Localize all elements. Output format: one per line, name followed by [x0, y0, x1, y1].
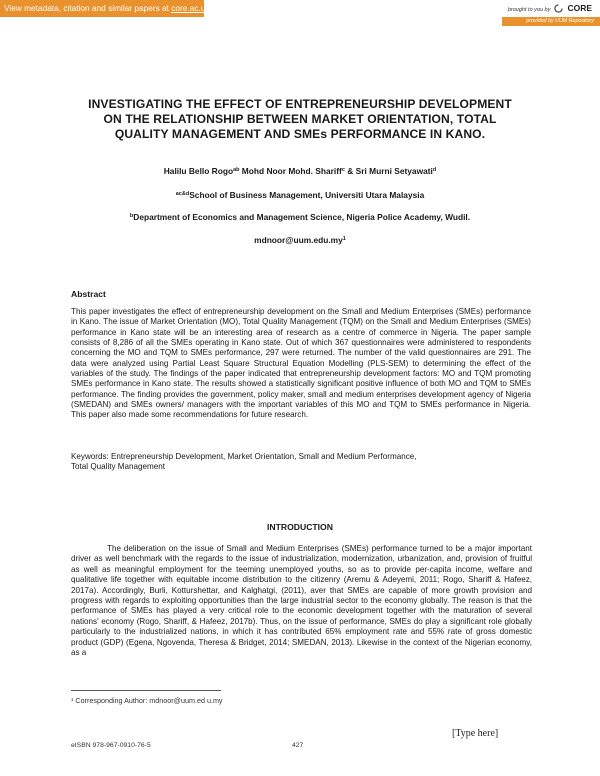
introduction-body: The deliberation on the issue of Small and Medium Enterprises (SMEs) performance turned to be a major important driver as well benchmark with the regards to the issue of industrialization, modernization, urbanization, and, provision of fruitful as well as meaningful employment for the teeming unemployed youths, so as to provide per-capita income, welfare and qualitative life together with equitable income distribution to the citizenry (Aremu & Adeyemi, 2011; Rogo, Shariff & Hafeez, 2017a). Accordingly, Burli, Kotturshettar, and Kalghatgi, (2011), aver that SMEs are capable of more growth provision and progress with regards to exploiting opportunities than the large industrial sector to the economy globally. The reason is that the performance of SMEs has played a very critical role to the economic development together with the maturation of several nations' economy (Rogo, Shariff, & Hafeez, 2017b). Thus, on the issue of performance, SMEs do play a significant role globally particularly to the industrialized nations, in which it has contributed 65% employment rate and 55% rate of gross domestic product (GDP) (Egena, Ngovenda, Theresa & Bridget, 2014; SMEDAN, 2013). Likewise in the context of the Nigerian economy, as a [71, 544, 532, 658]
introduction-heading: INTRODUCTION [267, 522, 333, 532]
core-logo-text: CORE [567, 3, 592, 13]
affiliation-2-sup: b [129, 213, 134, 219]
author-1-sup: ab [233, 167, 240, 173]
affiliation-2-text: Department of Economics and Management Science, Nigeria Police Academy, Wudil. [133, 212, 471, 222]
brought-by-text: brought to you by [507, 7, 551, 13]
author-2-sup: c [341, 167, 345, 173]
affiliation-1-sup: ac&d [175, 191, 190, 197]
email-sup: 1 [342, 236, 346, 242]
core-link[interactable]: core.ac.uk [171, 3, 210, 13]
provided-by-banner[interactable]: provided by UUM Repository [502, 17, 600, 26]
type-here-placeholder: [Type here] [452, 728, 499, 739]
keywords [71, 452, 531, 473]
page-number: 427 [292, 742, 304, 749]
affiliation-1 [60, 190, 540, 200]
author-1: Halilu Bello Rogo [163, 166, 234, 176]
corresponding-email [60, 235, 540, 245]
paper-title: INVESTIGATING THE EFFECT OF ENTREPRENEURSHIP DEVELOPMENT ON THE RELATIONSHIP BETWEEN MARKET ORIENTATION, TOTAL QUALITY MANAGEMENT AND SMEs PERFORMANCE IN KANO. [88, 97, 512, 141]
isbn: eISBN 978-967-0910-76-5 [71, 742, 151, 749]
core-header-bar [0, 0, 600, 24]
affiliation-1-text: School of Business Management, Universiti Utara Malaysia [189, 190, 425, 200]
author-2: Mohd Noor Mohd. Shariff [239, 166, 342, 176]
keywords-line-1: Keywords: Entrepreneurship Development, Market Orientation, Small and Medium Performance, [71, 452, 417, 461]
core-logo-icon [554, 4, 563, 13]
affiliation-2 [40, 212, 560, 222]
email-text: mdnoor@uum.edu.my [254, 235, 343, 245]
keywords-line-2: Total Quality Management [71, 462, 166, 472]
abstract-body: This paper investigates the effect of entrepreneurship development on the Small and Medium Enterprises (SMEs) performance in Kano. The issue of Market Orientation (MO), Total Quality Management (TQM) on the Small and Medium Enterprises (SMEs) performance in Kano state will be an interesting area of research as a centre of commerce in Nigeria. The paper sample consists of 8,286 of all the SMEs operating in Kano state. Out of which 367 questionnaires were administered to respondents concerning the MO and TQM to SMEs performance, 297 were returned. The number of the valid questionnaires are 291. The data were analyzed using Partial Least Square Structural Equation Modelling (PLS-SEM) to determining the effect of the variables of the study. The findings of the paper indicated that entrepreneurship development factors: MO and TQM promoting SMEs performance in Kano state. The results showed a statistically significant positive influence of both MO and TQM to SMEs performance. The finding provides the government, policy maker, small and medium enterprises development agency of Nigeria (SMEDAN) and SMEs owners/ managers with the important variables of this MO and TQM to SMEs performance in Nigeria. This paper also made some recommendations for future research. [71, 307, 531, 420]
author-3-sup: d [432, 167, 437, 173]
view-metadata-text: View metadata, citation and similar papers at [4, 3, 172, 13]
view-metadata-banner[interactable] [0, 0, 210, 17]
author-3: & Sri Murni Setyawati [344, 166, 433, 176]
author-line [60, 166, 540, 176]
abstract-heading: Abstract [71, 289, 106, 299]
footnote: ¹ Corresponding Author: mdnoor@uum.ed u.my [71, 696, 223, 705]
brought-by-core[interactable] [508, 3, 592, 13]
footnote-divider [71, 690, 221, 691]
